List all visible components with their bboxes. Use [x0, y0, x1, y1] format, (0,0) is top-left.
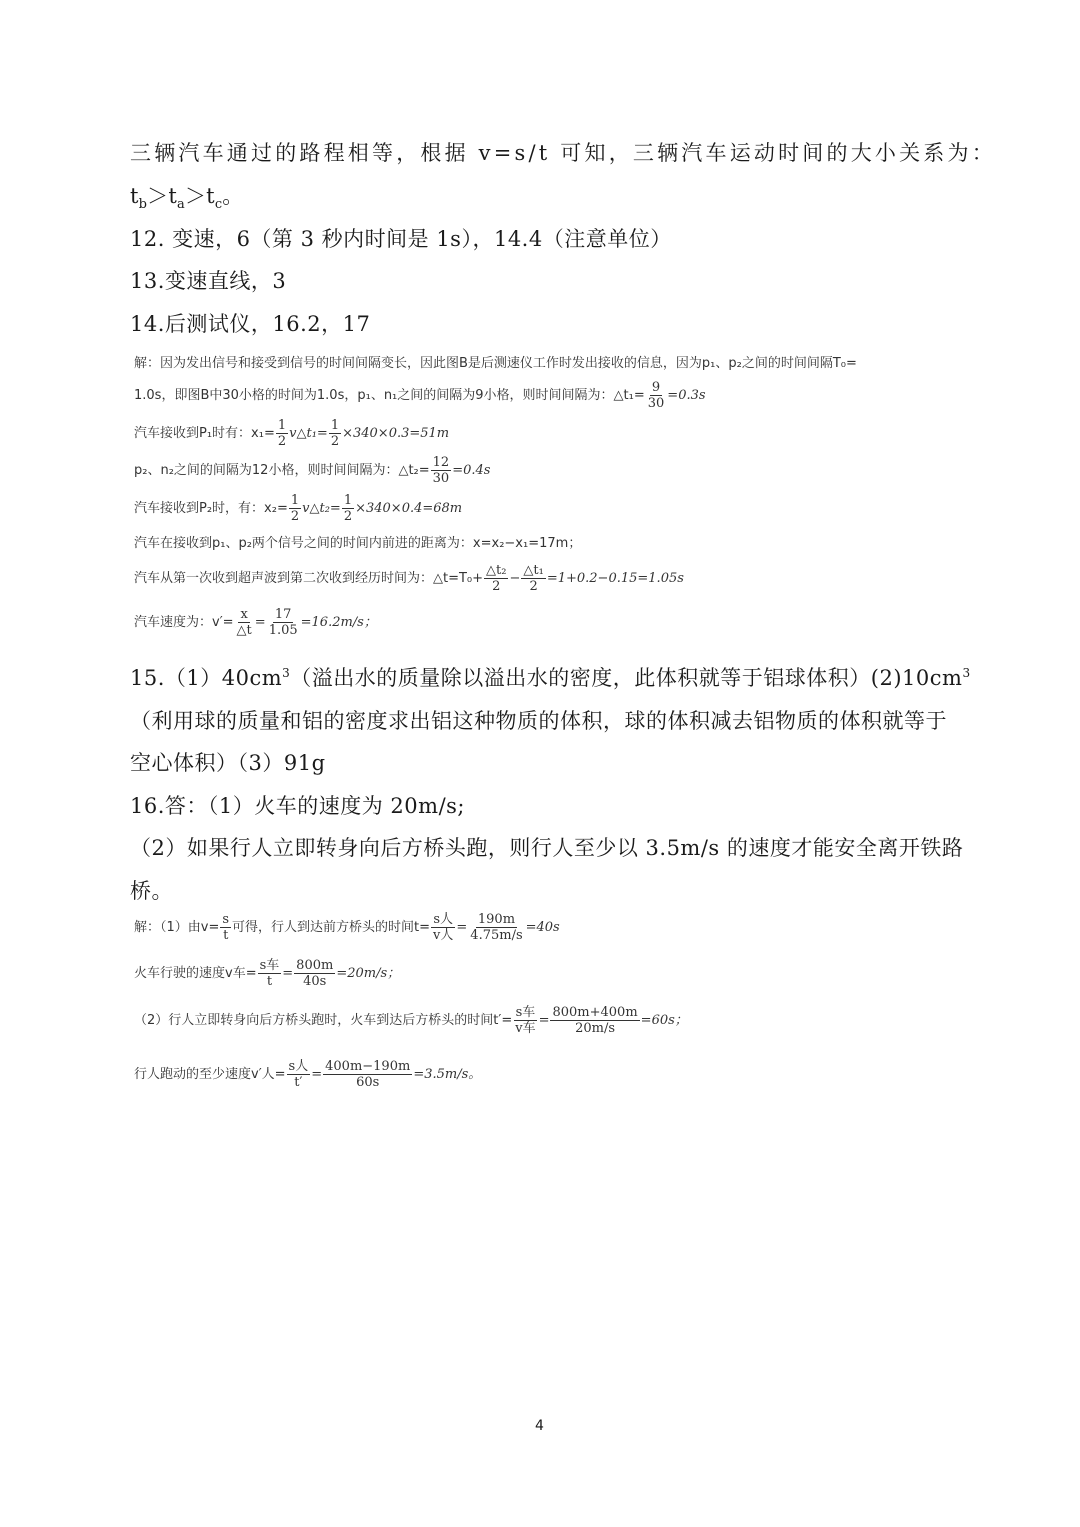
fraction: $\frac{400m-190m}{60s}$	[325, 1059, 411, 1090]
sol16-line2: 火车行驶的速度v车= $\frac{\text{s车}}{t}$ = $\frac{800m}{40s}$ =20m/s；	[134, 958, 401, 989]
fraction: $\frac{\text{△t₁}}{2}$	[523, 563, 544, 594]
answer-15-line2: （利用球的质量和铝的密度求出铝这种物质的体积，球的体积减去铝物质的体积就等于	[130, 709, 947, 733]
answer-16-line3: 桥。	[130, 879, 173, 903]
fraction: $\frac{\text{s车}}{\text{v车}}$	[515, 1005, 536, 1036]
answer-12: 12. 变速，6（第 3 秒内时间是 1s），14.4（注意单位）	[130, 227, 672, 251]
sol14-line3: 汽车接收到P₁时有：x₁= $\frac{1}{2}$ v△t₁= $\frac{1}{2}$ ×340×0.3=51m	[134, 418, 450, 449]
sol16-line1: 解：（1）由v= $\frac{s}{t}$ 可得，行人到达前方桥头的时间t= $\frac{\text{s人}}{\text{v人}}$ = $\frac{190m}{4.75m/s}$ =40s	[134, 912, 560, 943]
gt-sign: ＞	[184, 184, 207, 208]
text-line-intro: 三辆汽车通过的路程相等，根据 v=s/t 可知，三辆汽车运动时间的大小关系为：	[130, 141, 996, 165]
fraction: $\frac{\text{s人}}{\text{v人}}$	[433, 912, 454, 943]
answer-14: 14.后测试仪，16.2，17	[130, 312, 371, 336]
answer-15-line3: 空心体积）（3）91g	[130, 751, 326, 775]
answer-15-line1: $15.(1)40cm^3$（溢出水的质量除以溢出水的密度，此体积就等于铝球体积）$(2)10cm^3$	[130, 666, 971, 690]
sol14-line7: 汽车从第一次收到超声波到第二次收到经历时间为：△t=T₀+ $\frac{\text{△t₂}}{2}$ − $\frac{\text{△t₁}}{2}$ =1+0.2−0.15=1.05s	[134, 563, 684, 594]
answer-16-line2: （2）如果行人立即转身向后方桥头跑，则行人至少以 3.5m/s 的速度才能安全离开铁路	[130, 836, 964, 860]
fraction: $\frac{\text{s车}}{t}$	[259, 958, 280, 989]
text-line-time-relation	[130, 180, 244, 212]
answer-13: 13.变速直线，3	[130, 269, 287, 293]
sol14-line4: p₂、n₂之间的间隔为12小格，则时间间隔为：△t₂= $\frac{12}{30}$ =0.4s	[134, 455, 491, 486]
answer-16-line1: 16.答：（1）火车的速度为 20m/s;	[130, 794, 465, 818]
sol14-line1: 解：因为发出信号和接受到信号的时间间隔变长，因此图B是后测速仪工作时发出接收的信息，因为p₁、p₂之间的时间间隔T₀=	[134, 356, 857, 371]
fraction: $\frac{1}{2}$	[330, 418, 340, 449]
sol14-line8: 汽车速度为：v′= $\frac{x}{\triangle t}$ = $\frac{17}{1.05}$ =16.2m/s；	[134, 607, 377, 638]
fraction: $\frac{\text{△t₂}}{2}$	[486, 563, 507, 594]
sol14-line2: 1.0s，即图B中30小格的时间为1.0s，p₁、n₁之间的间隔为9小格，则时间间隔为：△t₁= $\frac{9}{30}$ =0.3s	[134, 380, 706, 411]
fraction: $\frac{1}{2}$	[343, 493, 353, 524]
fraction: $\frac{12}{30}$	[432, 455, 450, 486]
fraction: $\frac{1}{2}$	[290, 493, 300, 524]
fraction: $\frac{\text{s人}}{t'}$	[288, 1059, 309, 1090]
period: 。	[222, 184, 244, 208]
t-b: $t_b$	[130, 184, 148, 213]
fraction: $\frac{800m+400m}{20m/s}$	[552, 1005, 638, 1036]
fraction: $\frac{800m}{40s}$	[296, 958, 334, 989]
fraction: $\frac{s}{t}$	[222, 912, 230, 943]
sol14-line6: 汽车在接收到p₁、p₂两个信号之间的时间内前进的距离为：x=x₂−x₁=17m；	[134, 536, 582, 551]
gt-sign: ＞	[147, 184, 169, 208]
t-c: $t_c$	[206, 184, 223, 213]
fraction: $\frac{17}{1.05}$	[268, 607, 298, 638]
sol14-line5: 汽车接收到P₂时，有：x₂= $\frac{1}{2}$ v△t₂= $\frac{1}{2}$ ×340×0.4=68m	[134, 493, 463, 524]
fraction: $\frac{1}{2}$	[277, 418, 287, 449]
fraction: $\frac{x}{\triangle t}$	[236, 607, 252, 638]
sol16-line4: 行人跑动的至少速度v′人= $\frac{\text{s人}}{t'}$ = $\frac{400m-190m}{60s}$ =3.5m/s。	[134, 1059, 482, 1090]
fraction: $\frac{190m}{4.75m/s}$	[470, 912, 523, 943]
page-number: 4	[535, 1418, 544, 1434]
fraction: $\frac{9}{30}$	[647, 380, 665, 411]
t-a: $t_a$	[168, 184, 185, 213]
sol16-line3: （2）行人立即转身向后方桥头跑时，火车到达后方桥头的时间t′= $\frac{\text{s车}}{\text{v车}}$ = $\frac{800m+400m}{20m/s}$ =60s；	[134, 1005, 688, 1036]
